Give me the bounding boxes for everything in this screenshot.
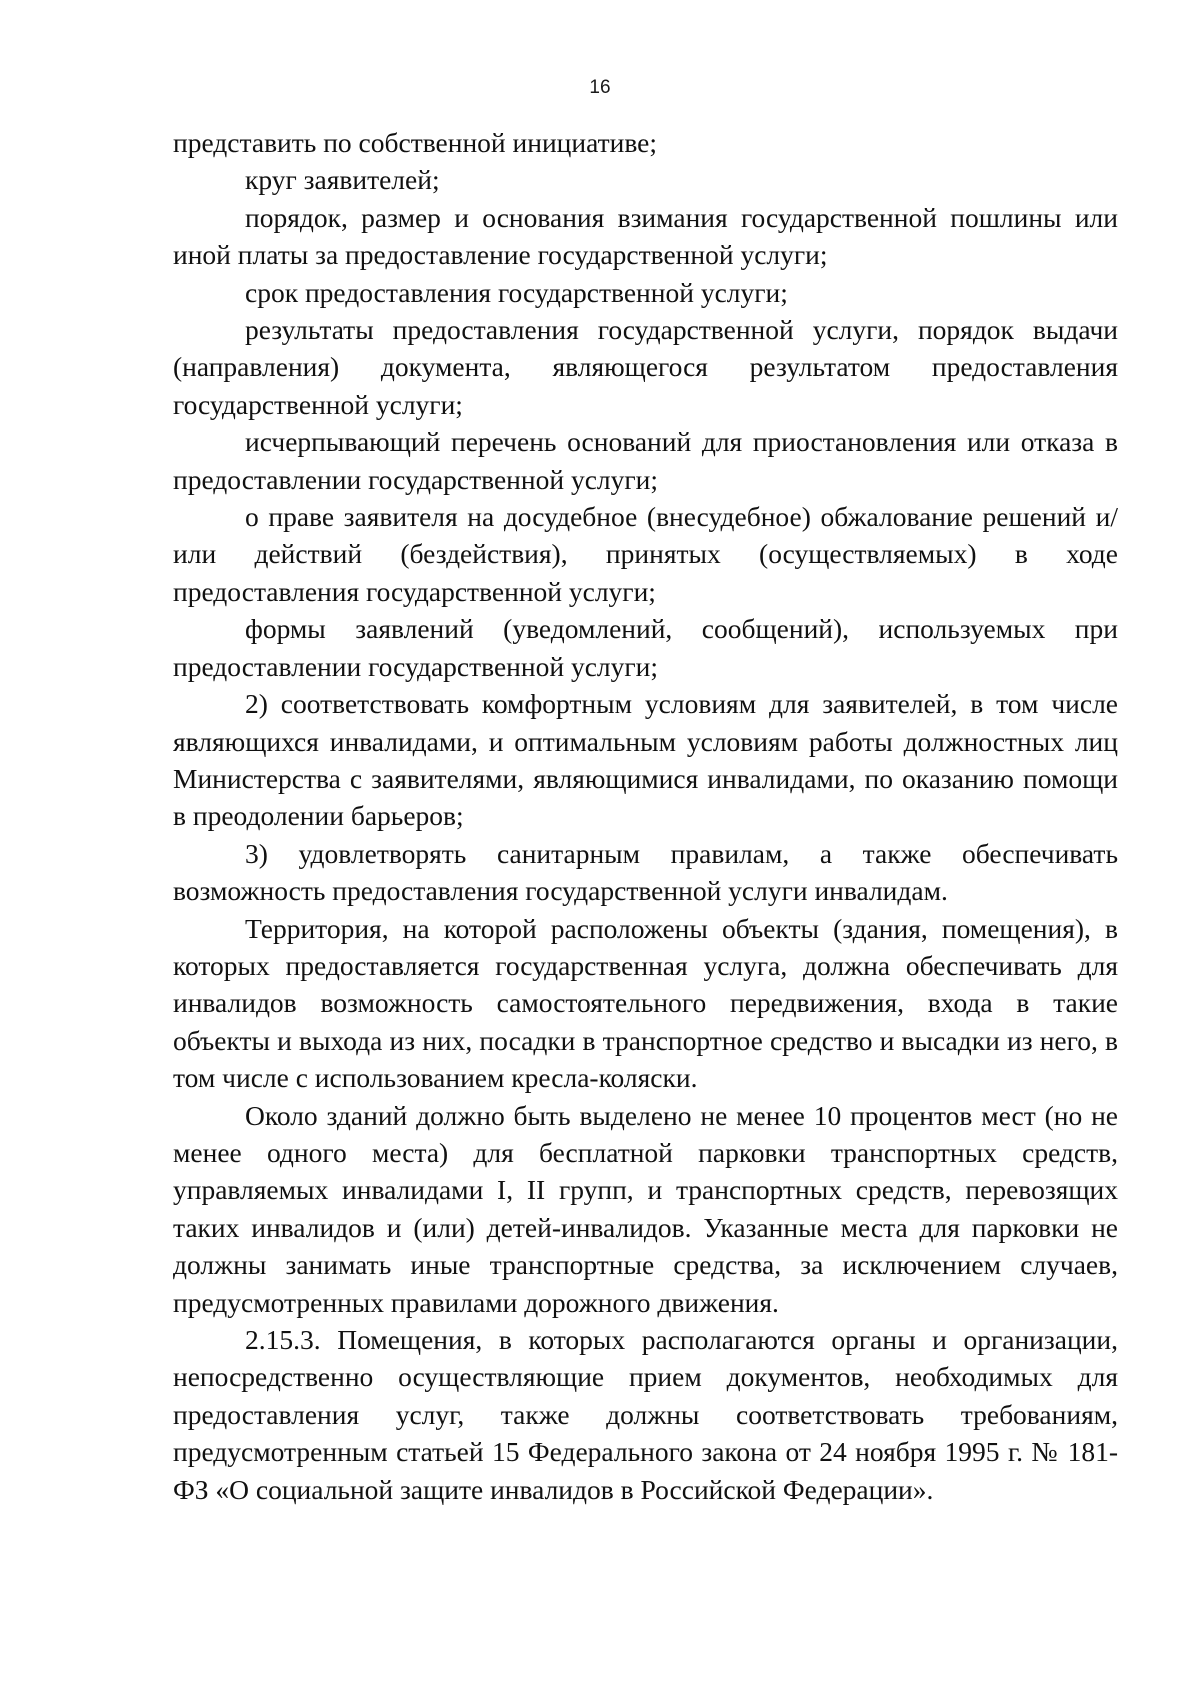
- paragraph-parking: Около зданий должно быть выделено не менее 10 процентов мест (но не менее одного места) для бесплатной парковки транспортных средств, управляемых инвалидами I, II групп, и транспортных средств, перевозящих таких инвалидов и (или) детей-инвалидов. Указанные места для парковки не должны занимать иные транспортные средства, за исключением случаев, предусмотренных правилами дорожного движения.: [173, 1099, 1118, 1318]
- paragraph-service-results: результаты предоставления государственной услуги, порядок выдачи (направления) документа, являющегося результатом предоставления государственной услуги;: [173, 314, 1118, 420]
- paragraph-applicants: круг заявителей;: [245, 164, 440, 196]
- paragraph-appeal-rights: о праве заявителя на досудебное (внесудебное) обжалование решений и/или действий (бездействия), принятых (осуществляемых) в ходе предоставления государственной услуги;: [173, 501, 1118, 607]
- paragraph-refusal-grounds: исчерпывающий перечень оснований для приостановления или отказа в предоставлении государственной услуги;: [173, 426, 1118, 495]
- paragraph-state-fee: порядок, размер и основания взимания государственной пошлины или иной платы за предоставление государственной услуги;: [173, 201, 1118, 271]
- paragraph-continuation: представить по собственной инициативе;: [173, 127, 658, 158]
- page-number: 16: [589, 77, 611, 98]
- document-body: [173, 124, 1118, 1508]
- paragraph-comfort-conditions: 2) соответствовать комфортным условиям для заявителей, в том числе являющихся инвалидами, и оптимальным условиям работы должностных лиц Министерства с заявителями, являющимися инвалидами, по оказанию помощи в преодолении барьеров;: [173, 688, 1118, 832]
- paragraph-territory: Территория, на которой расположены объекты (здания, помещения), в которых предоставляется государственная услуга, должна обеспечивать для инвалидов возможность самостоятельного передвижения, входа в такие объекты и выхода из них, посадки в транспортное средство и высадки из него, в том числе с использованием кресла-коляски.: [173, 912, 1118, 1094]
- paragraph-application-forms: формы заявлений (уведомлений, сообщений), используемых при предоставлении государственной услуги;: [173, 613, 1118, 682]
- paragraph-section-2-15-3: 2.15.3. Помещения, в которых располагаются органы и организации, непосредственно осуществляющие прием документов, необходимых для предоставления услуг, также должны соответствовать требованиям, предусмотренным статьей 15 Федерального закона от 24 ноября 1995 г. № 181-ФЗ «О социальной защите инвалидов в Российской Федерации».: [173, 1324, 1118, 1505]
- paragraph-sanitary-rules: 3) удовлетворять санитарным правилам, а также обеспечивать возможность предоставления государственной услуги инвалидам.: [173, 837, 1118, 907]
- paragraph-service-term: срок предоставления государственной услуги;: [245, 276, 788, 308]
